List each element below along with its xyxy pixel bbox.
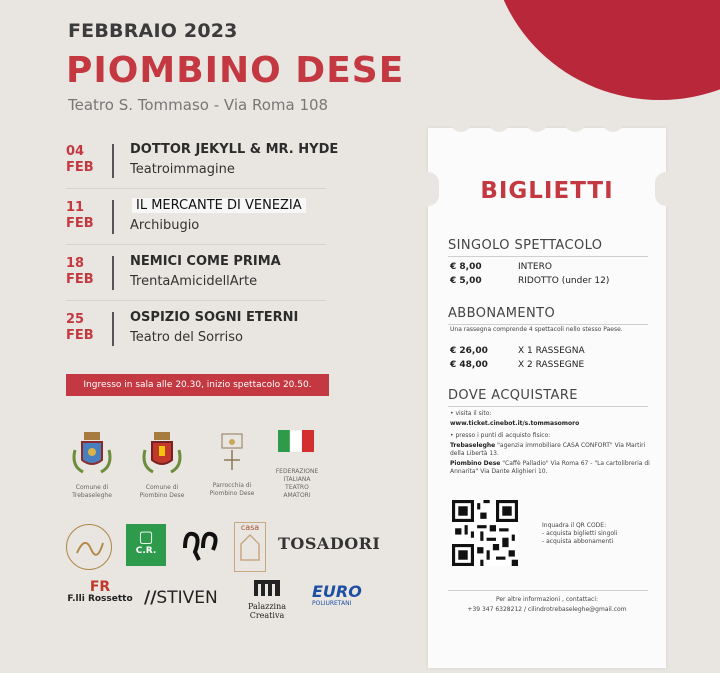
- event-3: [66, 254, 326, 300]
- logo-rossetto: [66, 580, 134, 604]
- event-month: FEB: [66, 272, 94, 287]
- event-4: [66, 310, 326, 356]
- event-separator: [112, 200, 114, 234]
- ticket-heading: BIGLIETTI: [480, 178, 614, 204]
- event-title: IL MERCANTE DI VENEZIA: [132, 198, 306, 213]
- stripes-icon: //: [144, 588, 157, 608]
- event-1: [66, 142, 339, 188]
- event-title: NEMICI COME PRIMA: [130, 254, 281, 269]
- casa-label: casa: [240, 523, 260, 532]
- event-title: OSPIZIO SOGNI ETERNI: [130, 310, 299, 325]
- divider: [66, 300, 326, 301]
- month-label: FEBBRAIO 2023: [68, 20, 238, 42]
- logo-tosadori: TOSADORI: [278, 534, 381, 553]
- logo-caption: Comune di Piombino Dese: [139, 484, 185, 499]
- logo-parrocchia: [204, 428, 260, 498]
- point-1-town: Trebaseleghe: [450, 442, 496, 449]
- event-title: DOTTOR JEKYLL & MR. HYDE: [130, 142, 339, 157]
- where-heading: DOVE ACQUISTARE: [448, 388, 578, 403]
- event-month: FEB: [66, 216, 94, 231]
- price-reduced: € 5,00: [450, 276, 482, 286]
- stiven-label: STIVEN: [156, 588, 218, 608]
- qr-line-3: - acquista abbonamenti: [542, 538, 614, 545]
- palazzina-label: Palazzina Creativa: [247, 602, 287, 620]
- subscription-heading: ABBONAMENTO: [448, 306, 556, 321]
- event-separator: [112, 144, 114, 178]
- footer-line-1: Per altre informazioni , contattaci:: [495, 596, 599, 603]
- event-date: [66, 256, 100, 288]
- logo-piombino-dese: [136, 426, 188, 500]
- logo-gold-round: [66, 524, 112, 570]
- event-date: [66, 312, 100, 344]
- swirl-logo-icon: [179, 526, 221, 562]
- cr-label: C.R.: [135, 546, 157, 556]
- logo-caption: FEDERAZIONE ITALIANA TEATRO AMATORI: [275, 468, 319, 499]
- rossetto-label: F.lli Rossetto: [67, 594, 133, 604]
- price-sub-2-label: X 2 RASSEGNE: [518, 360, 585, 370]
- event-company: Archibugio: [130, 218, 200, 233]
- point-2-town: Piombino Dese: [450, 460, 501, 467]
- single-heading: SINGOLO SPETTACOLO: [448, 238, 603, 253]
- city-title: PIOMBINO DESE: [66, 50, 405, 91]
- qr-line-1: Inquadra il QR CODE:: [542, 522, 607, 529]
- qr-instructions: [542, 522, 617, 546]
- qr-line-2: - acquista biglietti singoli: [542, 530, 618, 537]
- price-sub-1-label: X 1 RASSEGNA: [518, 346, 585, 356]
- price-sub-1: € 26,00: [450, 346, 488, 356]
- price-reduced-label: RIDOTTO (under 12): [518, 276, 610, 286]
- event-day: 11: [66, 200, 85, 215]
- price-full-label: INTERO: [518, 262, 552, 272]
- subscription-note: Una rassegna comprende 4 spettacoli nello stesso Paese.: [450, 326, 623, 333]
- ticket-notches: [428, 122, 666, 134]
- event-company: TrentaAmicidellArte: [130, 274, 258, 289]
- points-intro: • presso i punti di acquisto fisico:: [450, 432, 551, 439]
- logo-swirl: [178, 526, 222, 566]
- logo-palazzina: [232, 578, 302, 620]
- qr-code[interactable]: [452, 500, 518, 566]
- point-1-text: "agenzia immobiliare CASA CONFORT" Via Martiri della Libertà 13.: [450, 442, 646, 457]
- event-month: FEB: [66, 328, 94, 343]
- price-sub-2: € 48,00: [450, 360, 488, 370]
- info-bar: Ingresso in sala alle 20.30, inizio spettacolo 20.50.: [66, 374, 329, 396]
- decorative-red-circle: [490, 0, 720, 100]
- euro-label: EURO: [312, 582, 362, 601]
- event-separator: [112, 312, 114, 346]
- event-day: 04: [66, 144, 85, 159]
- divider: [448, 256, 648, 257]
- ticket-site-link[interactable]: www.ticket.cinebot.it/s.tommasomoro: [450, 420, 580, 427]
- event-date: [66, 144, 100, 176]
- site-intro: • visita il sito:: [450, 410, 492, 417]
- price-full: € 8,00: [450, 262, 482, 272]
- euro-sub-label: POLIURETANI: [312, 600, 352, 607]
- event-day: 25: [66, 312, 85, 327]
- divider: [66, 244, 326, 245]
- point-1: [450, 442, 650, 458]
- point-2: [450, 460, 650, 476]
- logo-trebaseleghe: [66, 426, 118, 500]
- bank-icon: ▢: [138, 527, 154, 546]
- house-icon: [239, 532, 261, 562]
- logo-stiven: [144, 588, 224, 608]
- flag-icon: [278, 430, 316, 460]
- point-2-text: "Caffè Palladio" Via Roma 67 - "La cartolibreria di Annarita" Via Dante Alighieri 10.: [450, 460, 650, 475]
- event-day: 18: [66, 256, 85, 271]
- logo-fita: [274, 430, 320, 500]
- event-company: Teatro del Sorriso: [130, 330, 243, 345]
- divider: [448, 406, 648, 407]
- divider: [66, 188, 326, 189]
- event-month: FEB: [66, 160, 94, 175]
- church-icon: [212, 428, 252, 474]
- logo-euro: [312, 584, 382, 607]
- event-company: Teatroimmagine: [130, 162, 235, 177]
- signature-logo-icon: [67, 525, 111, 569]
- event-separator: [112, 256, 114, 290]
- crest-icon: [139, 426, 185, 476]
- building-icon: [252, 578, 282, 598]
- divider: [448, 324, 648, 325]
- crest-icon: [69, 426, 115, 476]
- logo-cr: [126, 524, 166, 566]
- logo-caption: Comune di Trebaseleghe: [72, 484, 112, 499]
- event-date: [66, 200, 100, 232]
- divider: [448, 590, 648, 591]
- footer-contact[interactable]: +39 347 6328212 / cilindrotrebaseleghe@gmail.com: [467, 606, 627, 613]
- ticket-card: [428, 128, 666, 668]
- venue-label: Teatro S. Tommaso - Via Roma 108: [68, 96, 329, 114]
- event-2: [66, 198, 326, 244]
- rossetto-mark: FR: [89, 579, 111, 595]
- logo-casa: [234, 522, 266, 572]
- logo-caption: Parrocchia di Piombino Dese: [209, 482, 255, 497]
